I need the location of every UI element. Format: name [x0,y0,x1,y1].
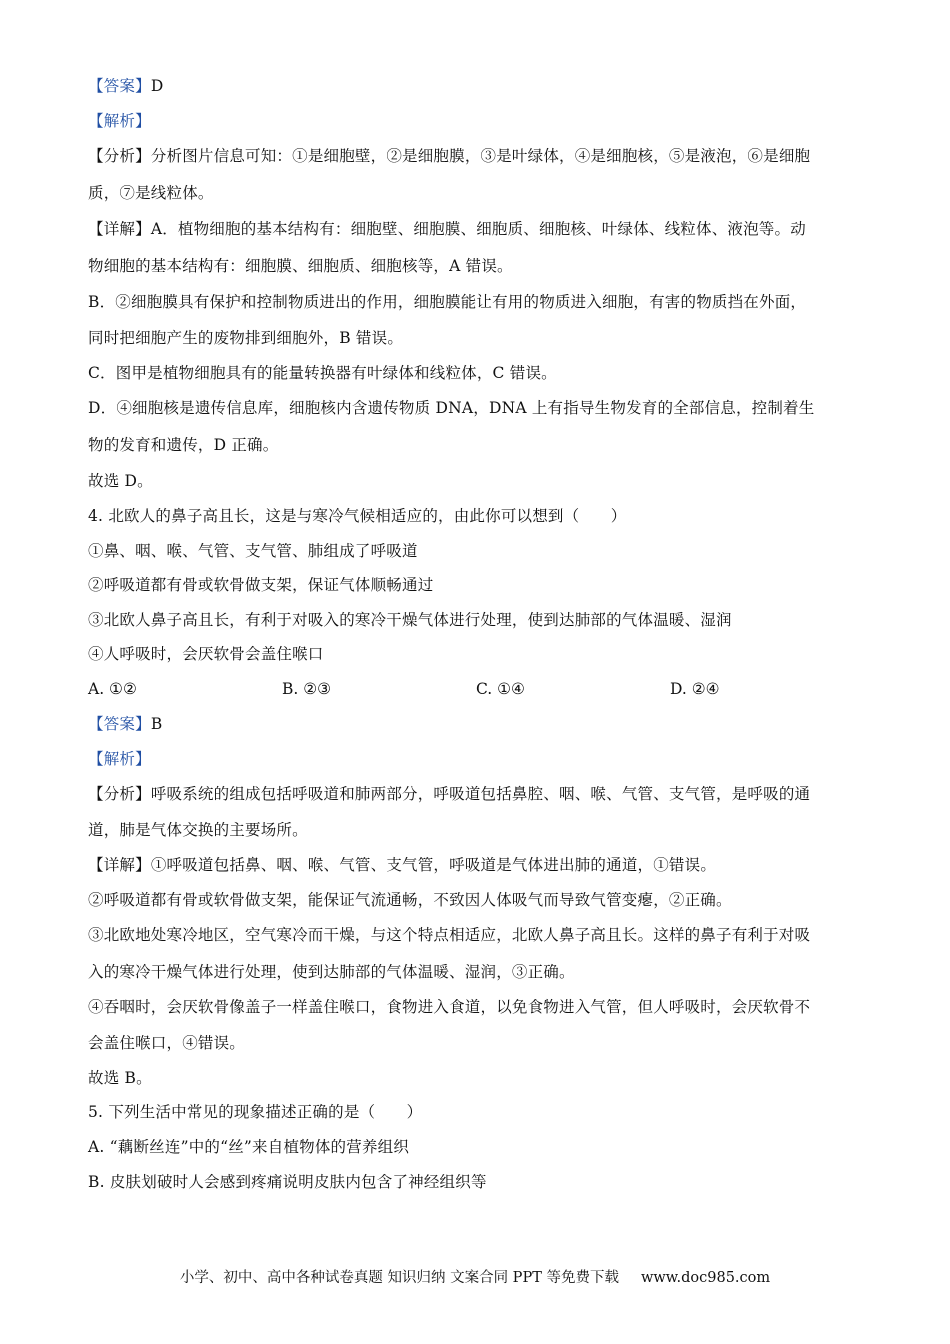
q3-detail-b-line2: 同时把细胞产生的废物排到细胞外，B 错误。 [88,329,404,347]
q4-detail-3-line1: ③北欧地处寒冷地区，空气寒冷而干燥，与这个特点相适应，北欧人鼻子高且长。这样的鼻子有利于对吸 [88,926,811,944]
q3-answer-line [88,75,860,97]
q4-answer-line [88,713,860,735]
fenxi-tag: 【分析】 [88,147,151,165]
footer-url[interactable]: www.doc985.com [640,1270,771,1286]
q5-option-b: B. 皮肤划破时人会感到疼痛说明皮肤内包含了神经组织等 [88,1173,487,1191]
q5-stem: 5. 下列生活中常见的现象描述正确的是（ ） [88,1103,423,1121]
q4-detail-4-line2: 会盖住喉口，④错误。 [88,1034,246,1052]
answer-tag: 【答案】 [88,715,151,733]
detail-text: A．植物细胞的基本结构有：细胞壁、细胞膜、细胞质、细胞核、叶绿体、线粒体、液泡等。动 [150,220,806,238]
q4-detail-4-line1: ④吞咽时，会厌软骨像盖子一样盖住喉口，食物进入食道，以免食物进入气管，但人呼吸时，会厌软骨不 [88,998,811,1016]
q4-stem: 4. 北欧人的鼻子高且长，这是与寒冷气候相适应的，由此你可以想到（ ） [88,507,627,525]
fenxi-text: 呼吸系统的组成包括呼吸道和肺两部分，呼吸道包括鼻腔、咽、喉、气管、支气管，是呼吸的通 [150,785,811,803]
q4-choice-d: D. ②④ [670,680,720,698]
q4-statement: ①鼻、咽、喉、气管、支气管、肺组成了呼吸道 [88,542,418,560]
q4-choice-a: A. ①② [88,680,137,698]
q3-fenxi-line2: 质，⑦是线粒体。 [88,184,214,202]
q4-conclusion: 故选 B。 [88,1069,152,1087]
q3-detail-a-line2: 物细胞的基本结构有：细胞膜、细胞质、细胞核等，A 错误。 [88,257,513,275]
detail-text: ①呼吸道包括鼻、咽、喉、气管、支气管，呼吸道是气体进出肺的通道，①错误。 [150,856,717,874]
analysis-tag: 【解析】 [88,112,151,130]
q3-fenxi-line1 [88,145,860,167]
q4-choice-c: C. ①④ [476,680,525,698]
q3-conclusion: 故选 D。 [88,472,153,490]
q4-statement: ③北欧人鼻子高且长，有利于对吸入的寒冷干燥气体进行处理，使到达肺部的气体温暖、湿润 [88,611,732,629]
footer-text: 小学、初中、高中各种试卷真题 知识归纳 文案合同 PPT 等免费下载 [179,1270,619,1286]
q3-detail-d-line2: 物的发育和遗传，D 正确。 [88,436,279,454]
fenxi-tag: 【分析】 [88,785,151,803]
q4-fenxi-line2: 道，肺是气体交换的主要场所。 [88,821,308,839]
answer-value: D [150,77,164,95]
q3-analysis-heading [88,110,860,132]
q3-detail-b-line1: B．②细胞膜具有保护和控制物质进出的作用，细胞膜能让有用的物质进入细胞，有害的物质挡在外面， [88,293,807,311]
q4-statement: ②呼吸道都有骨或软骨做支架，保证气体顺畅通过 [88,576,434,594]
q3-detail-d-line1: D．④细胞核是遗传信息库，细胞核内含遗传物质 DNA，DNA 上有指导生物发育的全部信息，控制着生 [88,399,815,417]
answer-value: B [150,715,163,733]
q4-choice-b: B. ②③ [282,680,332,698]
q4-analysis-heading [88,748,860,770]
fenxi-text: 分析图片信息可知：①是细胞壁，②是细胞膜，③是叶绿体，④是细胞核，⑤是液泡，⑥是细胞 [150,147,811,165]
q5-option-a: A. “藕断丝连”中的“丝”来自植物体的营养组织 [88,1138,410,1156]
q4-detail-1 [88,854,860,876]
q4-statement: ④人呼吸时，会厌软骨会盖住喉口 [88,645,324,663]
detail-tag: 【详解】 [88,220,151,238]
answer-tag: 【答案】 [88,77,151,95]
q3-detail-a-line1 [88,218,860,240]
q4-detail-2: ②呼吸道都有骨或软骨做支架，能保证气流通畅，不致因人体吸气而导致气管变瘪，②正确。 [88,891,732,909]
q4-detail-3-line2: 入的寒冷干燥气体进行处理，使到达肺部的气体温暖、湿润，③正确。 [88,963,575,981]
q3-detail-c: C．图甲是植物细胞具有的能量转换器有叶绿体和线粒体，C 错误。 [88,364,557,382]
page-footer [0,1268,950,1288]
q4-fenxi-line1 [88,783,860,805]
detail-tag: 【详解】 [88,856,151,874]
analysis-tag: 【解析】 [88,750,151,768]
